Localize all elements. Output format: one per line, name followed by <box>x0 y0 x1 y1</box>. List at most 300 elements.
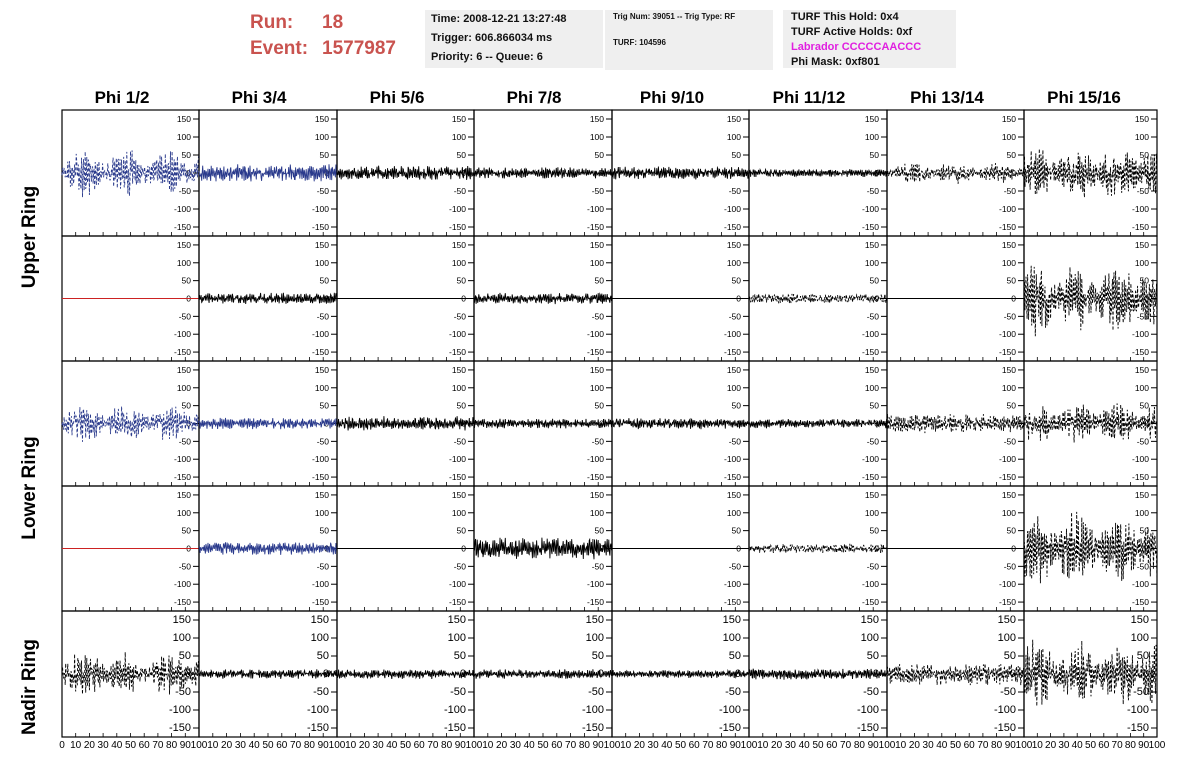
y-tick-label: -50 <box>863 686 879 698</box>
waveform-trace <box>337 416 474 430</box>
y-tick-label: 50 <box>1139 525 1149 536</box>
panel-frame <box>62 611 199 737</box>
x-tick-label: 50 <box>674 740 687 751</box>
y-tick-label: -150 <box>311 347 329 358</box>
waveform-trace <box>749 544 887 553</box>
y-tick-label: 0 <box>736 418 741 429</box>
y-tick-label: -100 <box>586 329 604 340</box>
column-header-phi-9-10: Phi 9/10 <box>639 88 705 107</box>
y-tick-label: 50 <box>594 525 604 536</box>
y-tick-label: 50 <box>319 275 329 286</box>
y-tick-label: 150 <box>314 489 329 500</box>
x-tick-label: 100 <box>603 740 621 751</box>
x-tick-label: 10 <box>70 740 82 751</box>
column-header-phi-1-2: Phi 1/2 <box>94 88 150 107</box>
y-tick-label: 150 <box>172 614 191 626</box>
y-tick-label: -150 <box>443 722 466 734</box>
y-tick-label: -100 <box>723 204 741 214</box>
x-tick-label: 40 <box>111 740 123 751</box>
y-tick-label: 50 <box>1136 650 1149 662</box>
y-tick-label: 0 <box>599 293 604 304</box>
y-tick-label: -100 <box>723 329 741 340</box>
y-tick-label: -150 <box>998 347 1016 358</box>
turf-this-hold-text: TURF This Hold: 0x4 <box>791 11 899 23</box>
waveform-trace <box>887 163 1024 184</box>
run-value: 18 <box>322 12 344 33</box>
y-tick-label: 150 <box>585 614 604 626</box>
y-tick-label: 150 <box>451 364 466 375</box>
y-tick-label: -50 <box>591 436 604 447</box>
x-tick-label: 50 <box>1084 740 1097 751</box>
y-tick-label: 0 <box>1144 418 1149 429</box>
y-tick-label: 0 <box>599 543 604 554</box>
y-tick-label: 100 <box>722 632 741 644</box>
y-tick-label: 0 <box>324 543 329 554</box>
y-tick-label: 150 <box>451 114 466 124</box>
x-tick-label: 90 <box>592 740 604 751</box>
y-tick-label: -50 <box>728 561 741 572</box>
y-tick-label: 50 <box>728 650 741 662</box>
y-tick-label: -100 <box>173 454 191 465</box>
y-tick-label: 150 <box>726 489 741 500</box>
y-tick-label: -150 <box>723 222 741 232</box>
x-tick-label: 70 <box>1111 740 1123 751</box>
x-tick-label: 30 <box>784 740 796 751</box>
x-tick-label: 70 <box>565 740 577 751</box>
y-tick-label: -150 <box>448 472 466 483</box>
y-tick-label: 100 <box>314 382 329 393</box>
y-tick-label: 0 <box>186 418 191 429</box>
x-tick-label: 30 <box>1058 740 1070 751</box>
x-tick-label: 50 <box>949 740 962 751</box>
y-tick-label: 150 <box>726 114 741 124</box>
y-tick-label: -100 <box>586 204 604 214</box>
y-tick-label: 50 <box>594 275 604 286</box>
x-tick-label: 10 <box>620 740 632 751</box>
x-tick-label: 80 <box>1124 740 1136 751</box>
y-tick-label: 100 <box>1001 507 1016 518</box>
waveform-trace <box>199 418 337 429</box>
y-tick-label: -100 <box>311 579 329 590</box>
waveform-trace <box>474 419 612 429</box>
column-header-phi-7-8: Phi 7/8 <box>506 88 562 107</box>
y-tick-label: 50 <box>1006 525 1016 536</box>
y-tick-label: -50 <box>1136 186 1149 196</box>
y-tick-label: 100 <box>589 257 604 268</box>
y-tick-label: -100 <box>723 454 741 465</box>
x-tick-label: 60 <box>276 740 288 751</box>
x-tick-label: 90 <box>729 740 741 751</box>
waveform-trace <box>749 419 887 428</box>
y-tick-label: 50 <box>731 400 741 411</box>
y-tick-label: 0 <box>1011 168 1016 178</box>
waveform-trace <box>199 542 337 555</box>
y-tick-label: 0 <box>324 168 329 178</box>
y-tick-label: -50 <box>453 436 466 447</box>
y-tick-label: 100 <box>726 507 741 518</box>
y-tick-label: 100 <box>864 257 879 268</box>
y-tick-label: -100 <box>448 579 466 590</box>
column-header-phi-13-14: Phi 13/14 <box>910 88 984 107</box>
y-tick-label: 0 <box>461 293 466 304</box>
y-tick-label: 50 <box>316 650 329 662</box>
y-tick-label: -150 <box>1131 222 1149 232</box>
y-tick-label: 50 <box>1006 150 1016 160</box>
x-tick-label: 50 <box>399 740 412 751</box>
y-tick-label: 50 <box>869 275 879 286</box>
x-tick-label: 100 <box>740 740 758 751</box>
y-tick-label: -50 <box>1003 436 1016 447</box>
y-tick-label: 50 <box>181 150 191 160</box>
y-tick-label: 50 <box>1139 400 1149 411</box>
y-tick-label: -50 <box>316 186 329 196</box>
y-tick-label: 100 <box>1001 257 1016 268</box>
y-tick-label: 50 <box>869 400 879 411</box>
y-tick-label: 150 <box>314 114 329 124</box>
x-tick-label: 60 <box>413 740 425 751</box>
y-tick-label: -50 <box>1136 436 1149 447</box>
x-tick-label: 50 <box>812 740 824 751</box>
ring-label-upper: Upper Ring <box>19 185 40 289</box>
y-tick-label: -50 <box>866 561 879 572</box>
y-tick-label: 50 <box>731 150 741 160</box>
y-tick-label: 0 <box>1144 293 1149 304</box>
y-tick-label: -100 <box>173 579 191 590</box>
y-tick-label: 150 <box>176 364 191 375</box>
y-tick-label: -150 <box>311 222 329 232</box>
column-header-phi-5-6: Phi 5/6 <box>369 88 425 107</box>
y-tick-label: 0 <box>1011 418 1016 429</box>
panel-frame <box>1024 361 1157 486</box>
waveform-trace <box>887 664 1024 686</box>
y-tick-label: 150 <box>726 239 741 250</box>
y-tick-label: -100 <box>443 704 466 716</box>
y-tick-label: -100 <box>1131 329 1149 340</box>
y-tick-label: -50 <box>1000 686 1016 698</box>
y-tick-label: -150 <box>586 597 604 608</box>
y-tick-label: -100 <box>306 704 329 716</box>
y-tick-label: 50 <box>1006 275 1016 286</box>
y-tick-label: -50 <box>728 186 741 196</box>
y-tick-label: -100 <box>861 454 879 465</box>
y-tick-label: 0 <box>872 668 879 680</box>
x-tick-label: 40 <box>798 740 810 751</box>
y-tick-label: -100 <box>998 579 1016 590</box>
y-tick-label: 100 <box>1134 257 1149 268</box>
x-tick-label: 30 <box>372 740 384 751</box>
y-tick-label: -50 <box>453 561 466 572</box>
y-tick-label: 0 <box>736 168 741 178</box>
y-tick-label: 50 <box>594 400 604 411</box>
y-tick-label: -100 <box>448 329 466 340</box>
x-tick-label: 100 <box>328 740 346 751</box>
x-tick-label: 20 <box>1045 740 1057 751</box>
time-text: Time: 2008-12-21 13:27:48 <box>431 13 567 25</box>
x-tick-label: 20 <box>83 740 95 751</box>
y-tick-label: -100 <box>856 704 879 716</box>
y-tick-label: 50 <box>181 525 191 536</box>
y-tick-label: 150 <box>1001 489 1016 500</box>
x-tick-label: 40 <box>386 740 398 751</box>
x-tick-label: 30 <box>509 740 521 751</box>
x-tick-label: 10 <box>757 740 769 751</box>
y-tick-label: 150 <box>1134 114 1149 124</box>
y-tick-label: -100 <box>1131 454 1149 465</box>
y-tick-label: 150 <box>1130 614 1149 626</box>
x-tick-label: 40 <box>1071 740 1083 751</box>
x-tick-label: 90 <box>179 740 191 751</box>
x-tick-label: 20 <box>358 740 370 751</box>
y-tick-label: 150 <box>589 239 604 250</box>
x-tick-label: 80 <box>303 740 315 751</box>
x-tick-label: 20 <box>221 740 233 751</box>
y-tick-label: 0 <box>874 293 879 304</box>
y-tick-label: -50 <box>866 436 879 447</box>
y-tick-label: 100 <box>864 382 879 393</box>
y-tick-label: 50 <box>594 150 604 160</box>
y-tick-label: 100 <box>589 132 604 142</box>
y-tick-label: -150 <box>998 222 1016 232</box>
y-tick-label: -50 <box>450 686 466 698</box>
x-tick-label: 80 <box>166 740 178 751</box>
y-tick-label: 50 <box>731 525 741 536</box>
x-tick-label: 20 <box>496 740 508 751</box>
waveform-trace <box>199 164 337 181</box>
y-tick-label: -150 <box>311 597 329 608</box>
y-tick-label: 100 <box>1001 382 1016 393</box>
y-tick-label: 150 <box>310 614 329 626</box>
y-tick-label: 150 <box>451 239 466 250</box>
y-tick-label: -150 <box>998 597 1016 608</box>
event-value: 1577987 <box>322 38 396 59</box>
y-tick-label: -50 <box>591 186 604 196</box>
y-tick-label: -150 <box>723 597 741 608</box>
waveform-trace <box>474 669 612 678</box>
turf-text: TURF: 104596 <box>613 38 666 47</box>
y-tick-label: 150 <box>176 239 191 250</box>
y-tick-label: 150 <box>997 614 1016 626</box>
y-tick-label: -50 <box>728 311 741 322</box>
y-tick-label: 150 <box>1134 239 1149 250</box>
y-tick-label: 150 <box>864 364 879 375</box>
y-tick-label: -150 <box>861 347 879 358</box>
y-tick-label: -50 <box>316 436 329 447</box>
x-tick-label: 40 <box>248 740 260 751</box>
y-tick-label: -150 <box>586 472 604 483</box>
y-tick-label: -150 <box>861 472 879 483</box>
y-tick-label: -100 <box>311 204 329 214</box>
y-tick-label: -100 <box>861 204 879 214</box>
y-tick-label: 150 <box>864 114 879 124</box>
y-tick-label: 150 <box>722 614 741 626</box>
y-tick-label: -50 <box>178 436 191 447</box>
y-tick-label: 150 <box>1001 114 1016 124</box>
x-tick-label: 60 <box>963 740 975 751</box>
y-tick-label: 50 <box>456 525 466 536</box>
y-tick-label: 150 <box>589 489 604 500</box>
x-tick-label: 100 <box>1015 740 1033 751</box>
y-tick-label: 0 <box>736 293 741 304</box>
y-tick-label: -150 <box>861 222 879 232</box>
event-label: Event: <box>250 38 309 59</box>
y-tick-label: 100 <box>451 382 466 393</box>
y-tick-label: 100 <box>726 382 741 393</box>
y-tick-label: 150 <box>860 614 879 626</box>
y-tick-label: 50 <box>181 400 191 411</box>
x-tick-label: 60 <box>826 740 838 751</box>
y-tick-label: 50 <box>181 275 191 286</box>
y-tick-label: -100 <box>448 204 466 214</box>
y-tick-label: -150 <box>168 722 191 734</box>
y-tick-label: -100 <box>1131 204 1149 214</box>
y-tick-label: 100 <box>451 507 466 518</box>
y-tick-label: 50 <box>1139 275 1149 286</box>
y-tick-label: 100 <box>589 382 604 393</box>
x-tick-label: 10 <box>207 740 219 751</box>
y-tick-label: 150 <box>447 614 466 626</box>
y-tick-label: 100 <box>447 632 466 644</box>
y-tick-label: -100 <box>861 329 879 340</box>
y-tick-label: -50 <box>866 186 879 196</box>
y-tick-label: 150 <box>1001 239 1016 250</box>
y-tick-label: 0 <box>1142 668 1149 680</box>
y-tick-label: -100 <box>448 454 466 465</box>
y-tick-label: 150 <box>176 489 191 500</box>
y-tick-label: 150 <box>314 364 329 375</box>
y-tick-label: -100 <box>586 579 604 590</box>
y-tick-label: -150 <box>993 722 1016 734</box>
column-header-phi-15-16: Phi 15/16 <box>1047 88 1121 107</box>
y-tick-label: -50 <box>316 311 329 322</box>
waveform-trace <box>1024 266 1157 340</box>
y-tick-label: -100 <box>993 704 1016 716</box>
x-tick-label: 60 <box>138 740 150 751</box>
y-tick-label: 0 <box>874 543 879 554</box>
ring-label-lower: Lower Ring <box>19 436 40 540</box>
y-tick-label: 100 <box>1001 132 1016 142</box>
x-tick-label: 90 <box>317 740 329 751</box>
waveform-trace <box>612 670 749 678</box>
x-tick-label: 90 <box>867 740 879 751</box>
y-tick-label: -50 <box>178 186 191 196</box>
priority-text: Priority: 6 -- Queue: 6 <box>431 51 543 63</box>
y-tick-label: 0 <box>1144 543 1149 554</box>
y-tick-label: 50 <box>1139 150 1149 160</box>
y-tick-label: 0 <box>874 168 879 178</box>
x-tick-label: 50 <box>537 740 549 751</box>
y-tick-label: 150 <box>726 364 741 375</box>
y-tick-label: 150 <box>1001 364 1016 375</box>
y-tick-label: 150 <box>451 489 466 500</box>
y-tick-label: 150 <box>864 239 879 250</box>
x-tick-label: 70 <box>840 740 852 751</box>
y-tick-label: 0 <box>184 668 191 680</box>
y-tick-label: 150 <box>589 364 604 375</box>
y-tick-label: 100 <box>726 132 741 142</box>
y-tick-label: -100 <box>998 454 1016 465</box>
y-tick-label: 0 <box>734 668 741 680</box>
y-tick-label: -150 <box>998 472 1016 483</box>
y-tick-label: -50 <box>1003 311 1016 322</box>
waveform-trace <box>474 538 612 560</box>
y-tick-label: -50 <box>591 561 604 572</box>
y-tick-label: 0 <box>324 293 329 304</box>
x-tick-label: 80 <box>578 740 590 751</box>
y-tick-label: 50 <box>456 275 466 286</box>
y-tick-label: 0 <box>597 668 604 680</box>
y-tick-label: -50 <box>725 686 741 698</box>
y-tick-label: -150 <box>856 722 879 734</box>
y-tick-label: -100 <box>718 704 741 716</box>
x-tick-label: 10 <box>482 740 494 751</box>
y-tick-label: -100 <box>861 579 879 590</box>
y-tick-label: 0 <box>186 543 191 554</box>
waveform-trace <box>1024 512 1157 583</box>
x-tick-label: 40 <box>661 740 673 751</box>
y-tick-label: -100 <box>168 704 191 716</box>
x-tick-label: 80 <box>441 740 453 751</box>
y-tick-label: 100 <box>176 507 191 518</box>
y-tick-label: 150 <box>176 114 191 124</box>
x-tick-label: 0 <box>59 740 65 751</box>
x-tick-label: 70 <box>702 740 714 751</box>
y-tick-label: -150 <box>718 722 741 734</box>
y-tick-label: 50 <box>319 525 329 536</box>
labrador-text: Labrador CCCCCAACCC <box>791 41 922 53</box>
y-tick-label: -150 <box>448 597 466 608</box>
y-tick-label: 150 <box>314 239 329 250</box>
y-tick-label: -50 <box>1003 186 1016 196</box>
y-tick-label: 50 <box>1003 650 1016 662</box>
column-header-phi-11-12: Phi 11/12 <box>772 88 846 107</box>
ring-label-nadir: Nadir Ring <box>19 638 40 736</box>
x-tick-label: 60 <box>551 740 563 751</box>
column-header-phi-3-4: Phi 3/4 <box>231 88 287 107</box>
y-tick-label: -150 <box>306 722 329 734</box>
x-tick-label: 10 <box>345 740 357 751</box>
y-tick-label: -100 <box>581 704 604 716</box>
y-tick-label: -100 <box>173 329 191 340</box>
y-tick-label: -50 <box>313 686 329 698</box>
waveform-trace <box>749 169 887 177</box>
y-tick-label: 50 <box>869 525 879 536</box>
x-tick-label: 70 <box>152 740 164 751</box>
y-tick-label: 50 <box>591 650 604 662</box>
y-tick-label: 0 <box>461 543 466 554</box>
y-tick-label: 100 <box>1134 507 1149 518</box>
x-tick-label: 30 <box>922 740 934 751</box>
waveform-trace <box>199 669 337 679</box>
y-tick-label: 100 <box>176 132 191 142</box>
y-tick-label: -150 <box>1131 597 1149 608</box>
y-tick-label: 100 <box>451 257 466 268</box>
y-tick-label: 0 <box>736 543 741 554</box>
x-tick-label: 70 <box>290 740 302 751</box>
y-tick-label: 100 <box>176 382 191 393</box>
x-tick-label: 50 <box>262 740 274 751</box>
y-tick-label: -50 <box>591 311 604 322</box>
y-tick-label: -150 <box>173 347 191 358</box>
y-tick-label: 50 <box>1006 400 1016 411</box>
x-tick-label: 10 <box>1031 740 1043 751</box>
y-tick-label: -100 <box>1131 579 1149 590</box>
y-tick-label: 0 <box>874 418 879 429</box>
y-tick-label: 50 <box>319 400 329 411</box>
y-tick-label: 50 <box>456 150 466 160</box>
x-tick-label: 90 <box>1004 740 1016 751</box>
y-tick-label: 0 <box>322 668 329 680</box>
y-tick-label: -150 <box>861 597 879 608</box>
